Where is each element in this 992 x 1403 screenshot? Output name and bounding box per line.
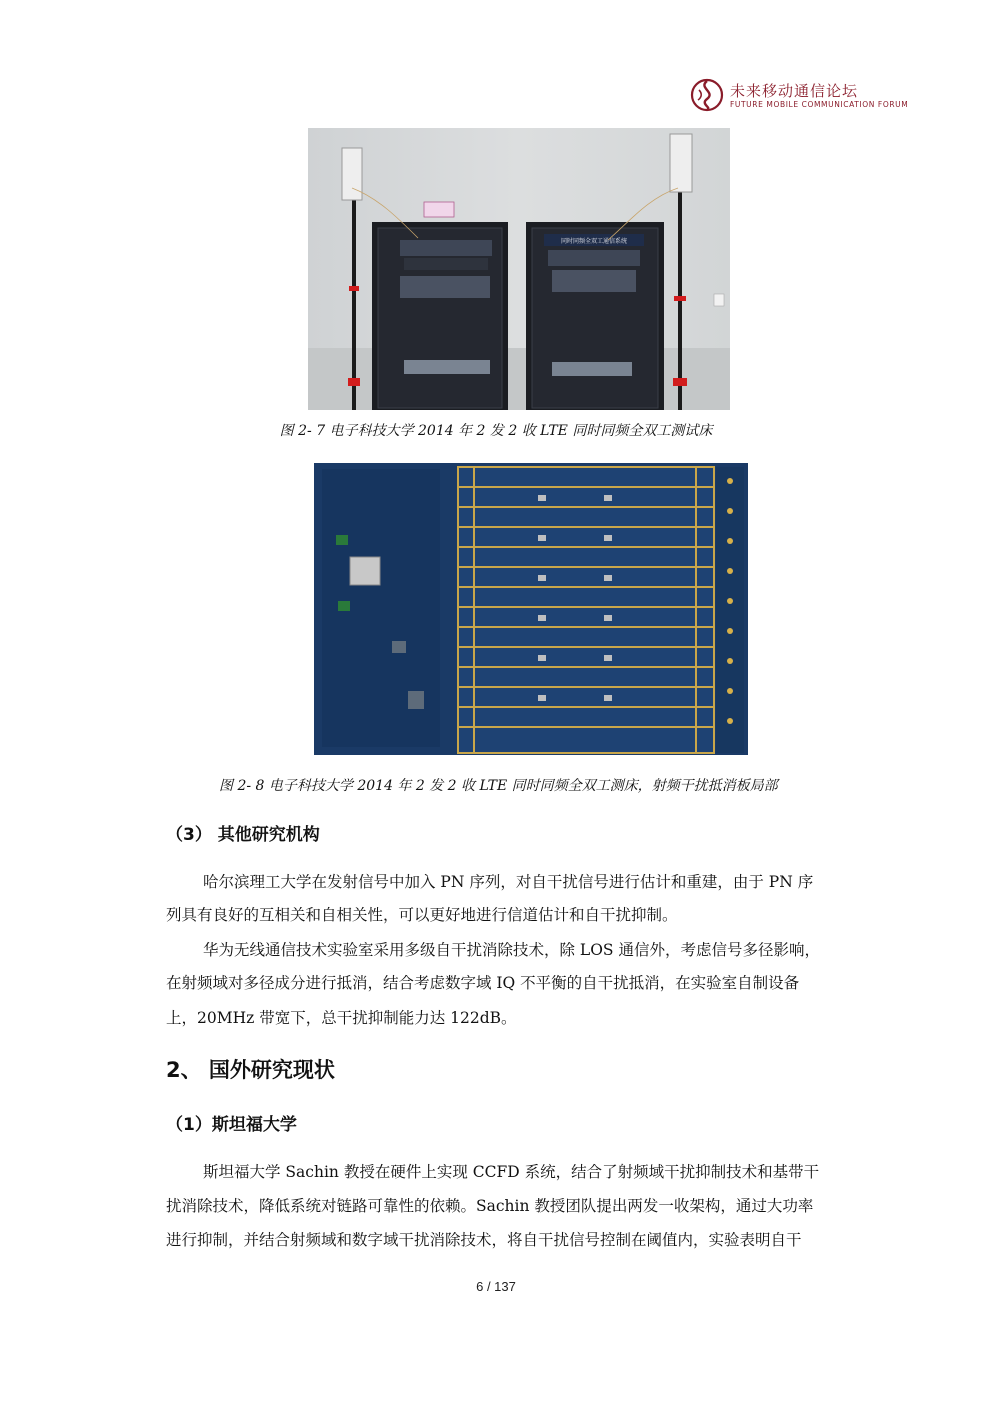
section-heading-other-institutes: （3） 其他研究机构 [166,825,320,845]
page-number: 6 / 137 [476,1279,516,1294]
rack-sign: 同时同频全双工通信系统 [560,238,628,245]
paragraph-huawei-line-1: 华为无线通信技术实验室采用多级自干扰消除技术，除 LOS 通信外，考虑信号多径影响， [203,941,820,959]
paragraph-stanford-line-3: 进行抑制，并结合射频域和数字域干扰消除技术，将自干扰信号控制在阈值内，实验表明自干 [166,1231,802,1249]
figure-testbed-photo [308,128,730,410]
figure-caption-2-7: 图 2- 7 电子科技大学 2014 年 2 发 2 收 LTE 同时同频全双工测试床 [279,423,713,439]
logo-english-name: FUTURE MOBILE COMMUNICATION FORUM [730,100,909,109]
paragraph-huawei-line-2: 在射频域对多径成分进行抵消，结合考虑数字域 IQ 不平衡的自干扰抵消，在实验室自制设备 [166,974,800,992]
logo-chinese-name: 未来移动通信论坛 [730,82,859,100]
subsection-heading-stanford: （1）斯坦福大学 [166,1115,297,1135]
figure-pcb-photo [312,461,750,757]
paragraph-hit-line-1: 哈尔滨理工大学在发射信号中加入 PN 序列，对自干扰信号进行估计和重建，由于 PN 序 [203,873,814,891]
paragraph-stanford-line-2: 扰消除技术，降低系统对链路可靠性的依赖。Sachin 教授团队提出两发一收架构，通过大功率 [166,1197,814,1215]
paragraph-hit-line-2: 列具有良好的互相关和自相关性，可以更好地进行信道估计和自干扰抑制。 [166,906,678,924]
forum-emblem-icon [690,78,724,112]
section-heading-foreign-research: 2、 国外研究现状 [166,1058,335,1082]
forum-logo [690,78,909,114]
paragraph-huawei-line-3: 上，20MHz 带宽下，总干扰抑制能力达 122dB。 [166,1009,517,1027]
paragraph-stanford-line-1: 斯坦福大学 Sachin 教授在硬件上实现 CCFD 系统，结合了射频域干扰抑制技术和基带干 [203,1163,820,1181]
figure-caption-2-8: 图 2- 8 电子科技大学 2014 年 2 发 2 收 LTE 同时同频全双工测床，射频干扰抵消板局部 [219,778,778,794]
